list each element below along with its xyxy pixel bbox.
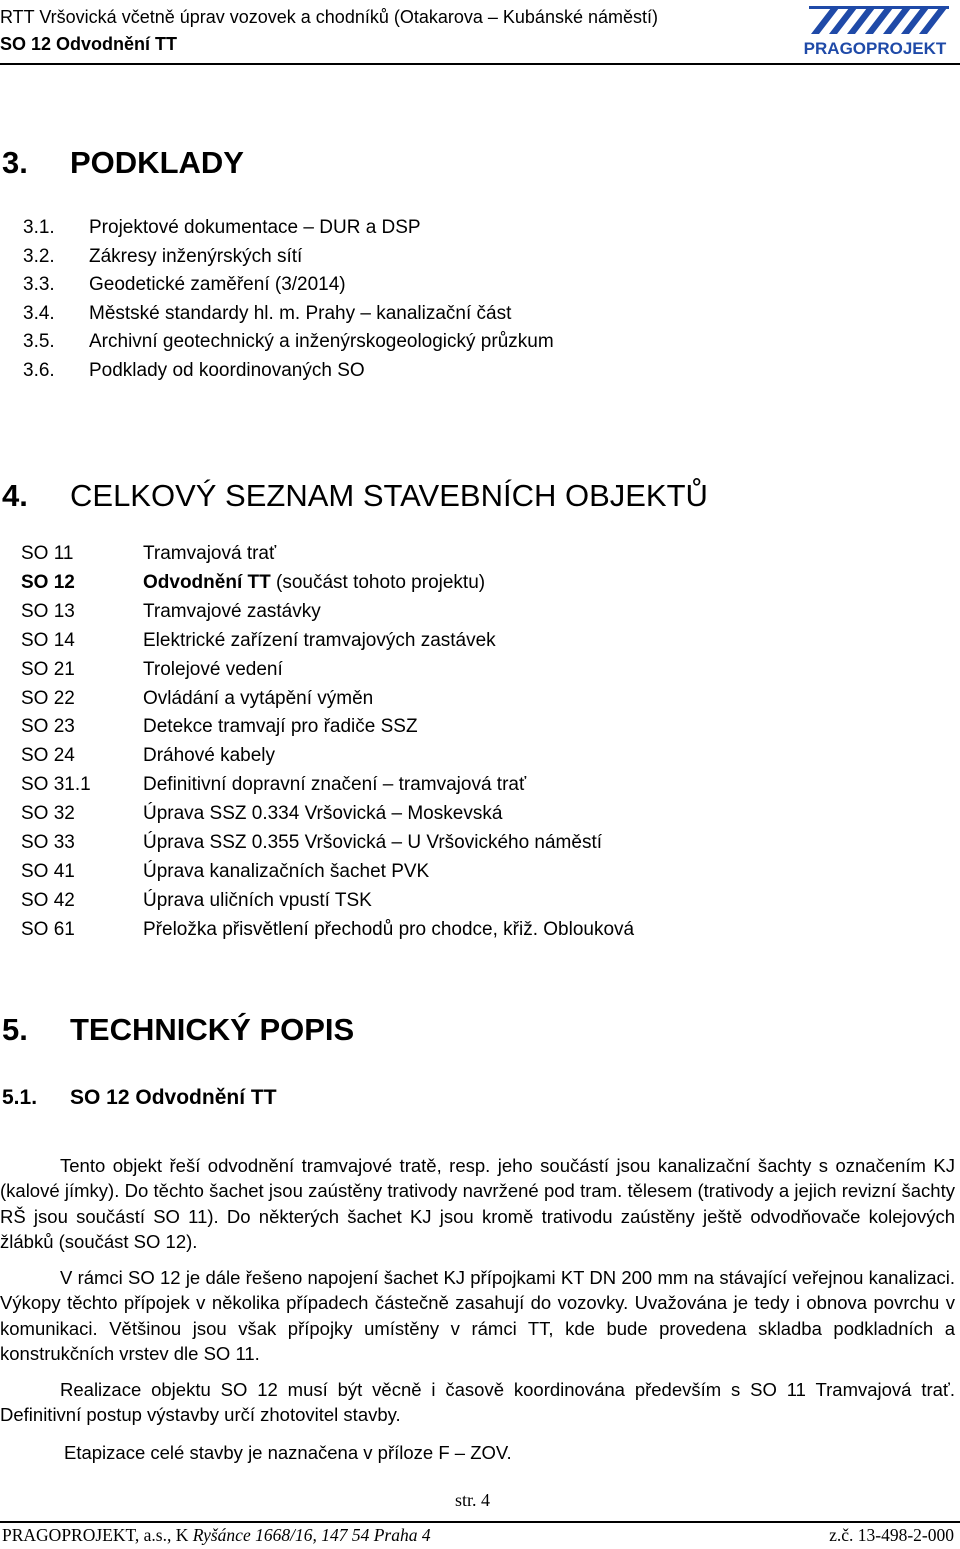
- object-row: [0, 656, 960, 685]
- reference-number: 3.2.: [23, 245, 55, 267]
- footer-rule: [0, 1521, 960, 1523]
- reference-number: 3.1.: [23, 217, 55, 238]
- object-row: [0, 713, 960, 742]
- object-description: [143, 916, 634, 945]
- object-code: SO 14: [21, 629, 75, 651]
- object-row: [0, 771, 960, 800]
- object-code: SO 31.1: [21, 774, 91, 796]
- object-description: [143, 685, 373, 714]
- object-code: SO 32: [21, 803, 75, 825]
- reference-number: 3.6.: [23, 359, 55, 381]
- reference-text: Projektové dokumentace – DUR a DSP: [89, 217, 421, 238]
- object-description: [143, 656, 283, 685]
- object-code: SO 42: [21, 889, 75, 911]
- object-description: [143, 771, 526, 800]
- reference-text: Zákresy inženýrských sítí: [89, 245, 303, 267]
- object-code: SO 13: [21, 600, 75, 622]
- footer-contract-number: z.č. 13-498-2-000: [829, 1525, 954, 1545]
- object-name: Úprava kanalizačních šachet PVK: [143, 860, 430, 882]
- object-row: [0, 627, 960, 656]
- section-4-heading: [2, 478, 708, 514]
- object-description: [143, 540, 276, 569]
- paragraph: Realizace objektu SO 12 musí být věcně i časově koordinována především s SO 11 Tramvajová trať. Definitivní postup výstavby určí zhotovitel stavby.: [0, 1379, 955, 1426]
- reference-text: Městské standardy hl. m. Prahy – kanalizační část: [89, 302, 512, 324]
- paragraph: V rámci SO 12 je dále řešeno napojení šachet KJ přípojkami KT DN 200 mm na stávající veřejnou kanalizaci. Výkopy těchto přípojek v několika případech částečně zasahují do vozovky. Uvažována je tedy i obnova povrchu v komunikaci. Většinou jsou však přípojky umístěny v rámci TT, kde bude provedena skladba podkladních a konstrukčních vrstev dle SO 11.: [0, 1267, 955, 1364]
- reference-item: [23, 357, 554, 386]
- header-subtitle: SO 12 Odvodnění TT: [0, 34, 178, 54]
- object-row: [0, 540, 960, 569]
- footer-company: [2, 1525, 431, 1546]
- object-row: [0, 916, 960, 945]
- section-5-title: TECHNICKÝ POPIS: [70, 1012, 355, 1047]
- reference-text: Archivní geotechnický a inženýrskogeologický průzkum: [89, 331, 554, 353]
- object-description: [143, 858, 429, 887]
- object-name: Přeložka přisvětlení přechodů pro chodce, křiž. Oblouková: [143, 918, 635, 940]
- subsection-number: 5.1.: [2, 1086, 38, 1109]
- reference-number: 3.5.: [23, 331, 55, 353]
- section-5-number: 5.: [2, 1012, 28, 1047]
- object-row: [0, 598, 960, 627]
- reference-item: [23, 214, 554, 243]
- reference-item: [23, 300, 554, 329]
- pragoprojekt-logo: [795, 4, 955, 62]
- page-number: str. 4: [455, 1490, 491, 1510]
- footer-company-name: PRAGOPROJEKT, a.s., K: [2, 1525, 193, 1545]
- section-4-title: CELKOVÝ SEZNAM STAVEBNÍCH OBJEKTŮ: [70, 478, 708, 513]
- object-row: [0, 858, 960, 887]
- object-code: SO 22: [21, 687, 75, 709]
- object-row: [0, 569, 960, 598]
- section-5-heading: [2, 1012, 354, 1048]
- object-name: Úprava SSZ 0.355 Vršovická – U Vršovického náměstí: [143, 832, 603, 853]
- object-row: [0, 685, 960, 714]
- object-name: Odvodnění TT: [143, 571, 271, 593]
- object-name: Elektrické zařízení tramvajových zastávek: [143, 629, 496, 651]
- object-description: [143, 627, 496, 656]
- object-description: [143, 598, 321, 627]
- object-row: [0, 800, 960, 829]
- object-description: [143, 829, 602, 858]
- object-row: [0, 742, 960, 771]
- object-code: SO 41: [21, 860, 75, 882]
- object-name: Tramvajové zastávky: [143, 600, 321, 622]
- objects-list: [0, 540, 960, 950]
- subsection-heading: [2, 1086, 277, 1110]
- section-3-heading: [2, 145, 244, 181]
- object-name: Úprava uličních vpustí TSK: [143, 889, 372, 911]
- logo-text: PRAGOPROJEKT: [803, 39, 947, 58]
- header-title: RTT Vršovická včetně úprav vozovek a chodníků (Otakarova – Kubánské náměstí): [0, 7, 658, 27]
- reference-text: Geodetické zaměření (3/2014): [89, 274, 346, 296]
- object-row: [0, 829, 960, 858]
- section-3-title: PODKLADY: [70, 145, 244, 180]
- object-code: SO 23: [21, 716, 75, 738]
- object-description: [143, 569, 485, 598]
- object-name: Trolejové vedení: [143, 658, 283, 680]
- reference-text: Podklady od koordinovaných SO: [89, 359, 365, 381]
- object-name: Detekce tramvají pro řadiče SSZ: [143, 716, 418, 738]
- object-code: SO 12: [21, 571, 75, 593]
- footer-address: Ryšánce 1668/16, 147 54 Praha 4: [192, 1525, 431, 1545]
- section-4-number: 4.: [2, 478, 28, 513]
- header-rule: [0, 63, 960, 65]
- subsection-title: SO 12 Odvodnění TT: [70, 1086, 277, 1109]
- object-name: Ovládání a vytápění výměn: [143, 687, 374, 709]
- object-name: Dráhové kabely: [143, 745, 276, 767]
- object-code: SO 61: [21, 918, 75, 940]
- reference-number: 3.3.: [23, 274, 55, 296]
- section-3-number: 3.: [2, 145, 28, 180]
- object-row: [0, 887, 960, 916]
- object-name: Úprava SSZ 0.334 Vršovická – Moskevská: [143, 803, 503, 825]
- references-list: [23, 214, 554, 386]
- object-note: (součást tohoto projektu): [270, 571, 486, 593]
- logo-icon: [795, 4, 955, 62]
- object-description: [143, 887, 372, 916]
- object-name: Definitivní dopravní značení – tramvajová trať: [143, 774, 527, 796]
- reference-item: [23, 328, 554, 357]
- object-description: [143, 742, 275, 771]
- paragraph: Tento objekt řeší odvodnění tramvajové tratě, resp. jeho součástí jsou kanalizační šachty s označením KJ (kalové jímky). Do těchto šachet jsou zaústěny trativody navržené pod tram. tělesem (trativody a jejich revizní šachty RŠ jsou součástí SO 11). Do některých šachet KJ jsou kromě trativodu zaústěny ještě odvodňovače kolejových žlábků (součást SO 12).: [0, 1155, 955, 1252]
- object-code: SO 11: [21, 543, 74, 564]
- object-name: Tramvajová trať: [143, 543, 277, 564]
- reference-number: 3.4.: [23, 302, 55, 324]
- object-code: SO 21: [21, 658, 75, 680]
- object-description: [143, 713, 418, 742]
- reference-item: [23, 271, 554, 300]
- paragraph: Etapizace celé stavby je naznačena v příloze F – ZOV.: [64, 1442, 512, 1463]
- object-code: SO 24: [21, 745, 75, 767]
- reference-item: [23, 243, 554, 272]
- object-code: SO 33: [21, 832, 75, 853]
- object-description: [143, 800, 502, 829]
